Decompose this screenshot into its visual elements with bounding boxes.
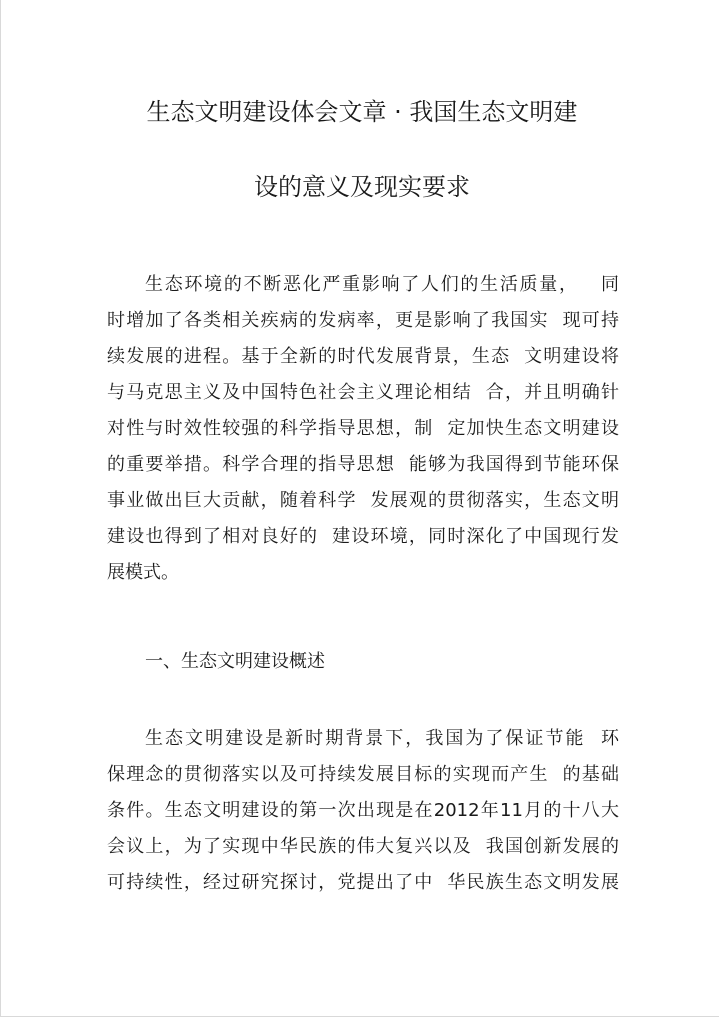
paragraph-1-line-8: 建设也得到了相对良好的 建设环境，同时深化了中国现行发: [107, 526, 619, 547]
paragraph-2-line-5: 可持续性，经过研究探讨，党提出了中 华民族生态文明发展: [107, 872, 619, 893]
paragraph-1-line-5: 对性与时效性较强的科学指导思想，制 定加快生态文明建设: [107, 418, 619, 439]
paragraph-2-line-4: 会议上，为了实现中华民族的伟大复兴以及 我国创新发展的: [107, 836, 619, 857]
paragraph-1-line-4: 与马克思主义及中国特色社会主义理论相结 合，并且明确针: [107, 382, 619, 403]
paragraph-1-line-6: 的重要举措。科学合理的指导思想 能够为我国得到节能环保: [107, 454, 619, 475]
section-heading-1: 一、生态文明建设概述: [145, 651, 325, 672]
paragraph-1-line-9: 展模式。: [107, 562, 179, 583]
paragraph-1-line-1: 生态环境的不断恶化严重影响了人们的生活质量， 同: [145, 274, 619, 295]
document-title-line-1: 生态文明建设体会文章 · 我国生态文明建: [146, 98, 578, 126]
paragraph-2-line-1: 生态文明建设是新时期背景下，我国为了保证节能 环: [145, 728, 619, 749]
document-title-line-2: 设的意义及现实要求: [254, 173, 470, 201]
paragraph-1-line-7: 事业做出巨大贡献，随着科学 发展观的贯彻落实，生态文明: [107, 490, 619, 511]
paragraph-1-line-2: 时增加了各类相关疾病的发病率，更是影响了我国实 现可持: [107, 310, 619, 331]
paragraph-2-line-3: 条件。生态文明建设的第一次出现是在2012年11月的十八大: [107, 800, 619, 821]
paragraph-2-line-2: 保理念的贯彻落实以及可持续发展目标的实现而产生 的基础: [107, 764, 619, 785]
paragraph-1-line-3: 续发展的进程。基于全新的时代发展背景，生态 文明建设将: [107, 346, 619, 367]
